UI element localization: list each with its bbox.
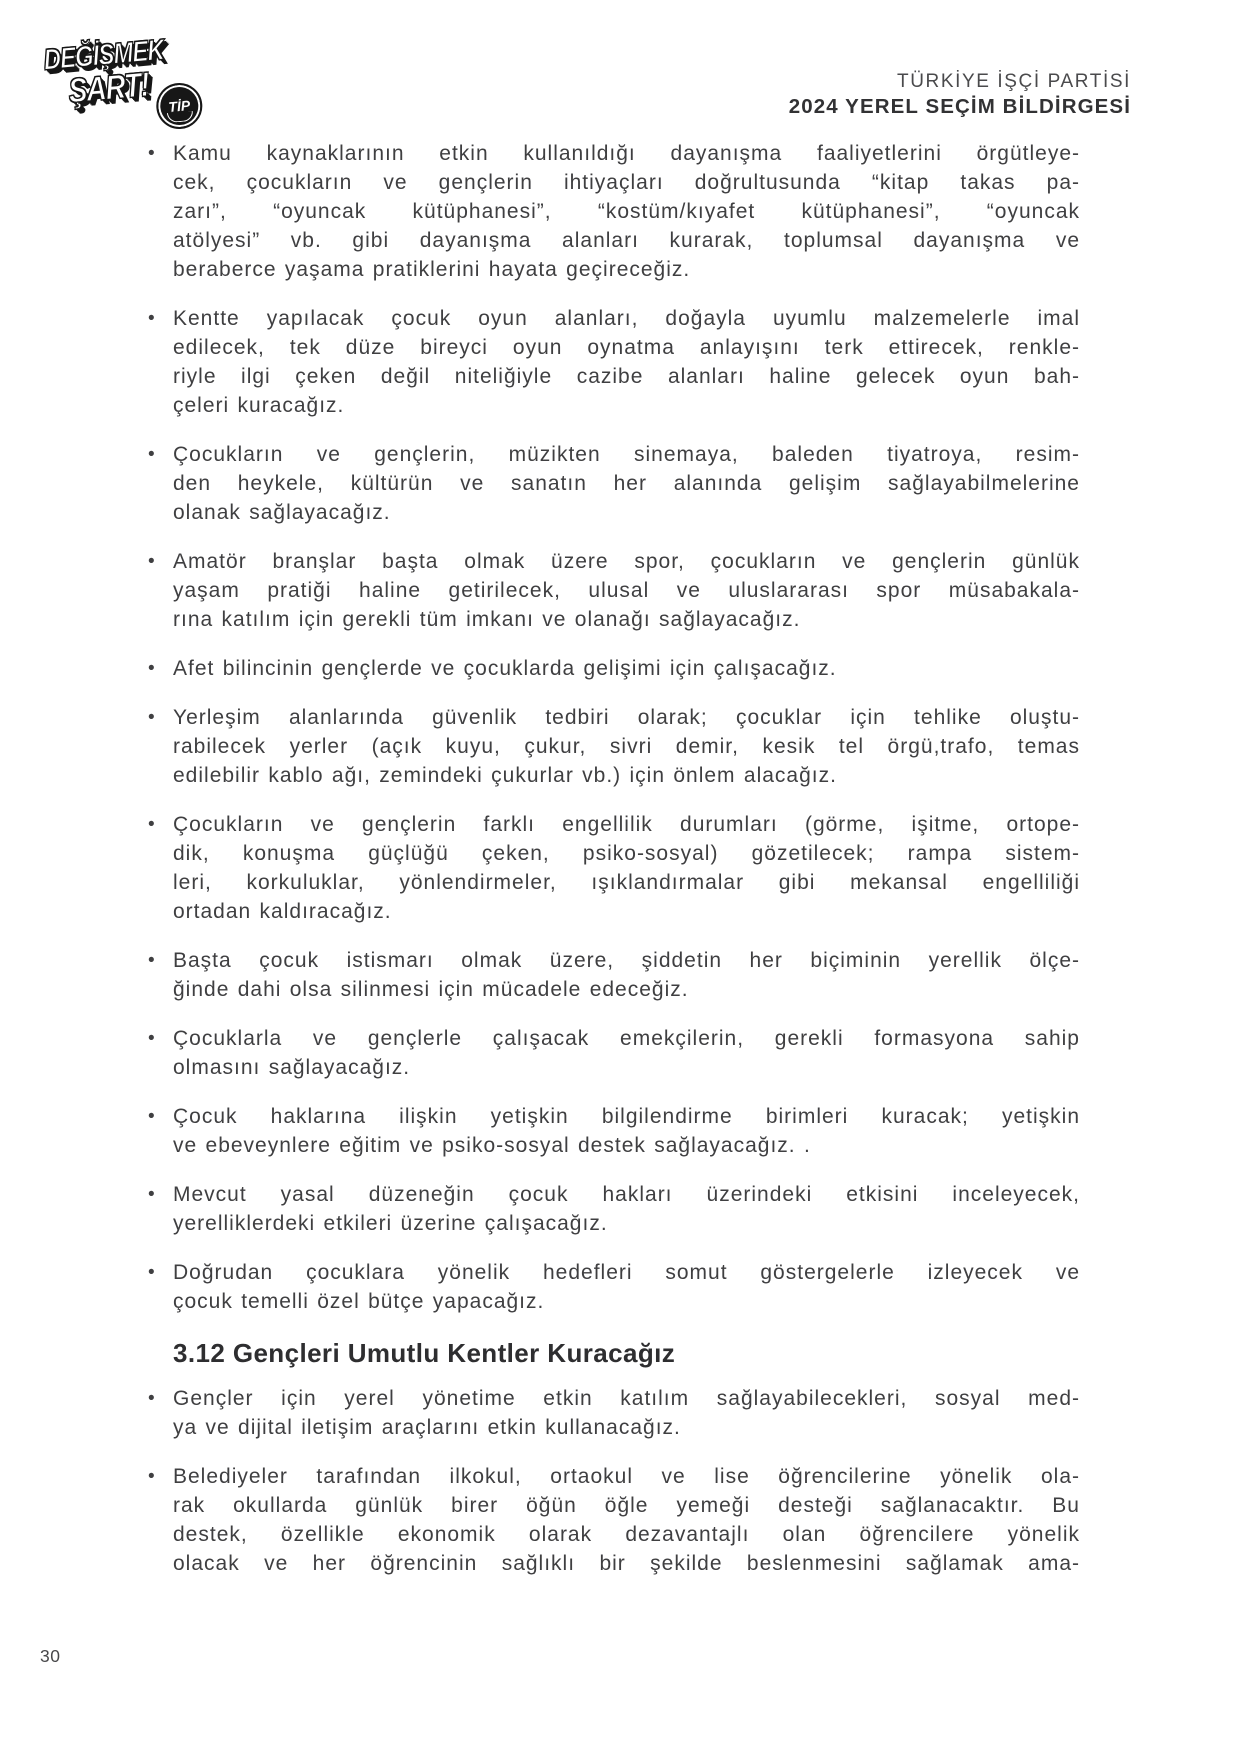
text-line: çeleri kuracağız.	[173, 394, 345, 417]
bullet-icon: •	[148, 143, 155, 164]
bullet-icon: •	[148, 814, 155, 835]
list-item	[148, 1024, 1080, 1082]
text-line: zarı”, “oyuncak kütüphanesi”, “kostüm/kıyafet kütüphanesi”, “oyuncak	[173, 200, 1080, 223]
bullet-text	[173, 304, 1080, 420]
list-item	[148, 139, 1080, 284]
list-item	[148, 547, 1080, 634]
org-name: TÜRKİYE İŞÇİ PARTİSİ	[896, 71, 1131, 92]
text-line: Belediyeler tarafından ilkokul, ortaokul ve lise öğrencilerine yönelik ola-	[173, 1465, 1080, 1488]
bullet-text	[173, 440, 1080, 527]
bullet-list-youth-section	[148, 1384, 1080, 1578]
text-line: Yerleşim alanlarında güvenlik tedbiri olarak; çocuklar için tehlike oluştu-	[173, 706, 1080, 729]
page-header	[789, 70, 1131, 119]
bullet-text	[173, 946, 1080, 1004]
bullet-icon: •	[148, 551, 155, 572]
list-item	[148, 304, 1080, 420]
bullet-icon: •	[148, 950, 155, 971]
text-line: ğinde dahi olsa silinmesi için mücadele edeceğiz.	[173, 978, 689, 1001]
text-line: atölyesi” vb. gibi dayanışma alanları kurarak, toplumsal dayanışma ve	[173, 229, 1080, 252]
text-line: rına katılım için gerekli tüm imkanı ve olanağı sağlayacağız.	[173, 608, 801, 631]
bullet-text	[173, 1258, 1080, 1316]
bullet-icon: •	[148, 1262, 155, 1283]
list-item	[148, 810, 1080, 926]
text-line: den heykele, kültürün ve sanatın her alanında gelişim sağlayabilmelerine	[173, 472, 1080, 495]
text-line: ya ve dijital iletişim araçlarını etkin kullanacağız.	[173, 1416, 681, 1439]
bullet-text	[173, 1180, 1080, 1238]
bullet-text	[173, 1384, 1080, 1442]
document-title: 2024 YEREL SEÇİM BİLDİRGESİ	[788, 95, 1131, 118]
bullet-icon: •	[148, 308, 155, 329]
logo-text-degismek: DEĞİŞMEK	[42, 34, 166, 77]
text-line: riyle ilgi çeken değil niteliğiyle cazibe alanları haline gelecek oyun bah-	[173, 365, 1080, 388]
bullet-text	[173, 547, 1080, 634]
text-line: edilebilir kablo ağı, zemindeki çukurlar vb.) için önlem alacağız.	[173, 764, 837, 787]
text-line: Çocuklarla ve gençlerle çalışacak emekçilerin, gerekli formasyona sahip	[173, 1027, 1080, 1050]
party-logo	[43, 34, 200, 131]
list-item	[148, 1384, 1080, 1442]
bullet-icon: •	[148, 1106, 155, 1127]
bullet-text	[173, 1024, 1080, 1082]
text-line: ortadan kaldıracağız.	[173, 900, 392, 923]
bullet-icon: •	[148, 658, 155, 679]
text-line: Doğrudan çocuklara yönelik hedefleri somut göstergelerle izleyecek ve	[173, 1261, 1080, 1284]
text-line: leri, korkuluklar, yönlendirmeler, ışıklandırmalar gibi mekansal engelliliği	[173, 871, 1080, 894]
text-line: edilecek, tek düze bireyci oyun oynatma anlayışını terk ettirecek, renkle-	[173, 336, 1080, 359]
bullet-list-children-section	[148, 139, 1080, 1316]
bullet-text	[173, 654, 1080, 683]
bullet-icon: •	[148, 1466, 155, 1487]
list-item	[148, 654, 1080, 683]
text-line: olanak sağlayacağız.	[173, 501, 391, 524]
text-line: Gençler için yerel yönetime etkin katılım sağlayabilecekleri, sosyal med-	[173, 1387, 1080, 1410]
bullet-text	[173, 810, 1080, 926]
list-item	[148, 1258, 1080, 1316]
text-line: ve ebeveynlere eğitim ve psiko-sosyal destek sağlayacağız. .	[173, 1134, 811, 1157]
bullet-text	[173, 703, 1080, 790]
list-item	[148, 1180, 1080, 1238]
text-line: Kamu kaynaklarının etkin kullanıldığı dayanışma faaliyetlerini örgütleye-	[173, 142, 1080, 165]
bullet-icon: •	[148, 444, 155, 465]
text-line: Afet bilincinin gençlerde ve çocuklarda gelişimi için çalışacağız.	[173, 657, 837, 680]
text-line: yaşam pratiği haline getirilecek, ulusal ve uluslararası spor müsabakala-	[173, 579, 1080, 602]
tip-emblem-label: TİP	[167, 97, 191, 115]
text-line: Mevcut yasal düzeneğin çocuk hakları üzerindeki etkisini inceleyecek,	[173, 1183, 1080, 1206]
list-item	[148, 1102, 1080, 1160]
text-line: çocuk temelli özel bütçe yapacağız.	[173, 1290, 545, 1313]
section-heading: 3.12 Gençleri Umutlu Kentler Kuracağız	[173, 1338, 676, 1368]
text-line: Çocuk haklarına ilişkin yetişkin bilgilendirme birimleri kuracak; yetişkin	[173, 1105, 1080, 1128]
text-line: rak okullarda günlük birer öğün öğle yemeği desteği sağlanacaktır. Bu	[173, 1494, 1080, 1517]
text-line: olacak ve her öğrencinin sağlıklı bir şekilde beslenmesini sağlamak ama-	[173, 1552, 1080, 1575]
text-line: yerelliklerdeki etkileri üzerine çalışacağız.	[173, 1212, 608, 1235]
list-item	[148, 440, 1080, 527]
bullet-icon: •	[148, 707, 155, 728]
bullet-icon: •	[148, 1028, 155, 1049]
text-line: cek, çocukların ve gençlerin ihtiyaçları doğrultusunda “kitap takas pa-	[173, 171, 1080, 194]
text-line: destek, özellikle ekonomik olarak dezavantajlı olan öğrencilere yönelik	[173, 1523, 1080, 1546]
list-item	[148, 703, 1080, 790]
content-area	[148, 139, 1080, 1598]
bullet-icon: •	[148, 1388, 155, 1409]
text-line: dik, konuşma güçlüğü çeken, psiko-sosyal) gözetilecek; rampa sistem-	[173, 842, 1080, 865]
text-line: Kentte yapılacak çocuk oyun alanları, doğayla uyumlu malzemelerle imal	[173, 307, 1080, 330]
text-line: olmasını sağlayacağız.	[173, 1056, 411, 1079]
bullet-icon: •	[148, 1184, 155, 1205]
list-item	[148, 1462, 1080, 1578]
bullet-text	[173, 1462, 1080, 1578]
text-line: rabilecek yerler (açık kuyu, çukur, sivri demir, kesik tel örgü,trafo, temas	[173, 735, 1080, 758]
bullet-text	[173, 1102, 1080, 1160]
text-line: Çocukların ve gençlerin, müzikten sinemaya, baleden tiyatroya, resim-	[173, 443, 1080, 466]
text-line: Amatör branşlar başta olmak üzere spor, çocukların ve gençlerin günlük	[173, 550, 1080, 573]
list-item	[148, 946, 1080, 1004]
bullet-text	[173, 139, 1080, 284]
text-line: beraberce yaşama pratiklerini hayata geçireceğiz.	[173, 258, 691, 281]
text-line: Başta çocuk istismarı olmak üzere, şiddetin her biçiminin yerellik ölçe-	[173, 949, 1080, 972]
text-line: Çocukların ve gençlerin farklı engellilik durumları (görme, işitme, ortope-	[173, 813, 1080, 836]
logo-text-sart: ŞART!	[66, 65, 151, 111]
page-number: 30	[40, 1646, 61, 1666]
